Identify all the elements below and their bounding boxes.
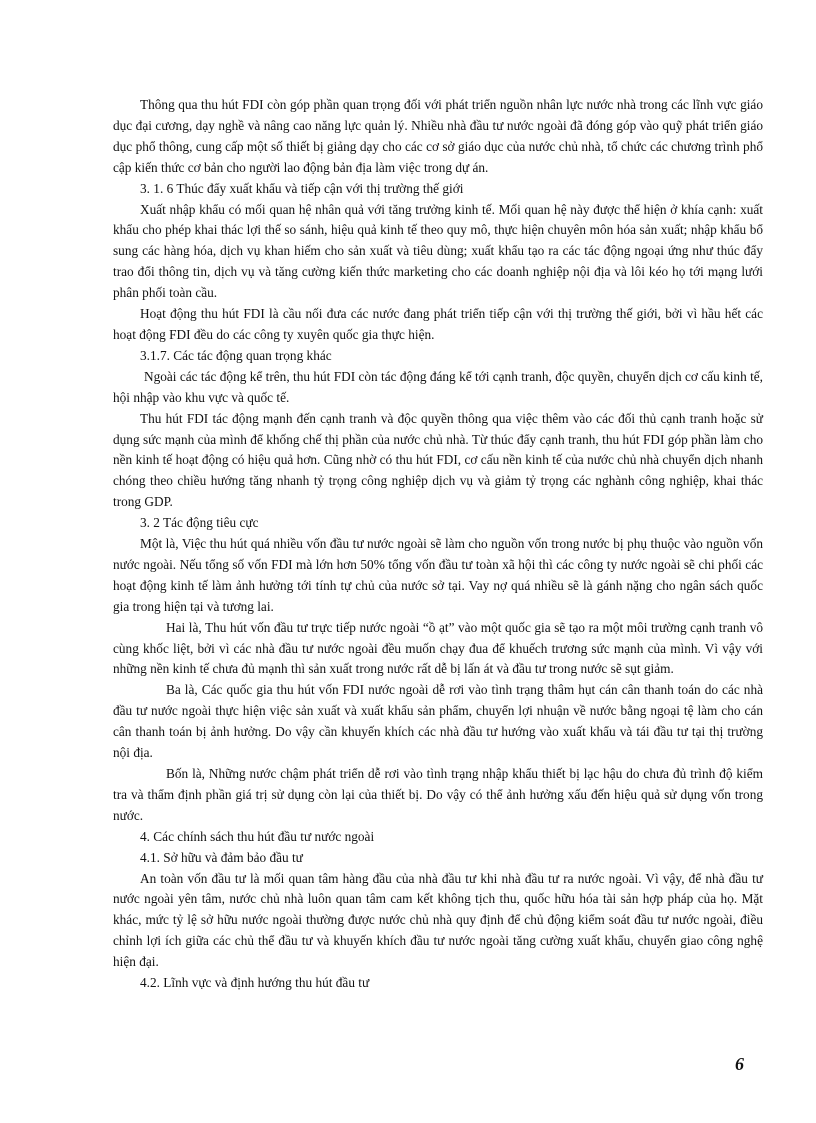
section-heading-4-1: 4.1. Sở hữu và đảm bảo đầu tư [140, 849, 303, 865]
section-heading-3-1-6: 3. 1. 6 Thúc đẩy xuất khẩu và tiếp cận với thị trường thế giới [140, 180, 464, 196]
section-heading-3-2: 3. 2 Tác động tiêu cực [140, 515, 259, 531]
paragraph-negative-four: Bốn là, Những nước chậm phát triển dễ rơi vào tình trạng nhập khẩu thiết bị lạc hậu do chưa đủ trình độ kiểm tra và thẩm định phần giá trị sử dụng còn lại của thiết bị. Do vậy có thể ảnh hưởng xấu đến hiệu quả sử dụng vốn trong nước. [113, 766, 763, 823]
paragraph-negative-two: Hai là, Thu hút vốn đầu tư trực tiếp nước ngoài “ồ ạt” vào một quốc gia sẽ tạo ra một môi trường cạnh tranh vô cùng khốc liệt, bởi vì các nhà đầu tư nước ngoài đều muốn chạy đua để khuếch trương sức mạnh của mình. Vì vậy với những nền kinh tế chưa đủ mạnh thì sản xuất trong nước rất dễ bị lấn át và đầu tư trong nước sẽ sụt giảm. [113, 619, 763, 677]
section-heading-3-1-7: 3.1.7. Các tác động quan trọng khác [140, 347, 332, 363]
paragraph-import-export: Xuất nhập khẩu có mối quan hệ nhân quả với tăng trưởng kinh tế. Mối quan hệ này được thể hiện ở khía cạnh: xuất khẩu cho phép khai thác lợi thế so sánh, hiệu quả kinh tế theo quy mô, thực hiện chuyên môn hóa sản xuất; nhập khẩu bổ sung các hàng hóa, dịch vụ khan hiếm cho sản xuất và tiêu dùng; xuất khẩu tạo ra các tác động ngoại ứng như thúc đẩy trao đổi thông tin, dịch vụ và tăng cường kiến thức marketing cho các doanh nghiệp nội địa và lôi kéo họ tới mạng lưới phân phối toàn cầu. [113, 201, 763, 301]
paragraph-competition: Thu hút FDI tác động mạnh đến cạnh tranh và độc quyền thông qua việc thêm vào các đối thủ cạnh tranh hoặc sử dụng sức mạnh của mình để khống chế thị phần của nước chủ nhà. Từ thúc đẩy cạnh tranh, thu hút FDI góp phần làm cho nền kinh tế hoạt động có hiệu quả hơn. Cũng nhờ có thu hút FDI, cơ cấu nền kinh tế của nước chủ nhà chuyển dịch nhanh chóng theo chiều hướng tăng nhanh tỷ trọng công nghiệp dịch vụ và giảm tỷ trọng các nghành công nghiệp, khai thác trong GDP. [113, 410, 763, 510]
paragraph-negative-three: Ba là, Các quốc gia thu hút vốn FDI nước ngoài dễ rơi vào tình trạng thâm hụt cán cân thanh toán do các nhà đầu tư nước ngoài thực hiện việc sản xuất và xuất khẩu sản phẩm, chuyển lợi nhuận về nước bằng ngoại tệ làm cho cán cân thanh toán bị ảnh hưởng. Do vậy cần khuyến khích các nhà đầu tư hướng vào xuất khẩu và tái đầu tư tại thị trường nội địa. [113, 682, 763, 761]
section-heading-4: 4. Các chính sách thu hút đầu tư nước ngoài [140, 828, 375, 844]
paragraph-ownership: An toàn vốn đầu tư là mối quan tâm hàng đầu của nhà đầu tư khi nhà đầu tư ra nước ngoài. Vì vậy, để nhà đầu tư nước ngoài yên tâm, nước chủ nhà luôn quan tâm cam kết không tịch thu, quốc hữu hóa tài sản hợp pháp của họ. Mặt khác, mức tỷ lệ sở hữu nước ngoài thường được nước chủ nhà quy định để chủ động kiểm soát đầu tư nước ngoài, điều chỉnh lợi ích giữa các chủ thể đầu tư và khuyến khích đầu tư nước ngoài tăng cường xuất khẩu, chuyển giao công nghệ hiện đại. [113, 870, 763, 970]
paragraph-negative-one: Một là, Việc thu hút quá nhiều vốn đầu tư nước ngoài sẽ làm cho nguồn vốn trong nước bị phụ thuộc vào nguồn vốn nước ngoài. Nếu tổng số vốn FDI mà lớn hơn 50% tổng vốn đầu tư toàn xã hội thì các công ty nước ngoài sẽ chi phối các hoạt động kinh tế làm ảnh hưởng tới tính tự chủ của nước sở tại. Vay nợ quá nhiều sẽ là gánh nặng cho ngân sách quốc gia trong hiện tại và tương lai. [113, 536, 763, 614]
body-text [113, 95, 763, 994]
paragraph-other-impacts: Ngoài các tác động kể trên, thu hút FDI còn tác động đáng kể tới cạnh tranh, độc quyền, chuyển dịch cơ cấu kinh tế, hội nhập vào khu vực và quốc tế. [113, 368, 763, 405]
section-heading-4-2: 4.2. Lĩnh vực và định hướng thu hút đầu tư [140, 975, 370, 991]
paragraph-fdi-human-resources: Thông qua thu hút FDI còn góp phần quan trọng đối với phát triển nguồn nhân lực nước nhà trong các lĩnh vực giáo dục đại cương, dạy nghề và nâng cao năng lực quản lý. Nhiều nhà đầu tư nước ngoài đã đóng góp vào quỹ phát triển giáo dục phổ thông, cung cấp một số thiết bị giảng dạy cho các cơ sở giáo dục của nước chủ nhà, tổ chức các chương trình phổ cập kiến thức cơ bản cho người lao động bản địa làm việc trong dự án. [113, 97, 763, 175]
paragraph-fdi-bridge: Hoạt động thu hút FDI là cầu nối đưa các nước đang phát triển tiếp cận với thị trường thế giới, bởi vì hầu hết các hoạt động FDI đều do các công ty xuyên quốc gia thực hiện. [113, 306, 763, 342]
page-number: 6 [735, 1054, 744, 1074]
